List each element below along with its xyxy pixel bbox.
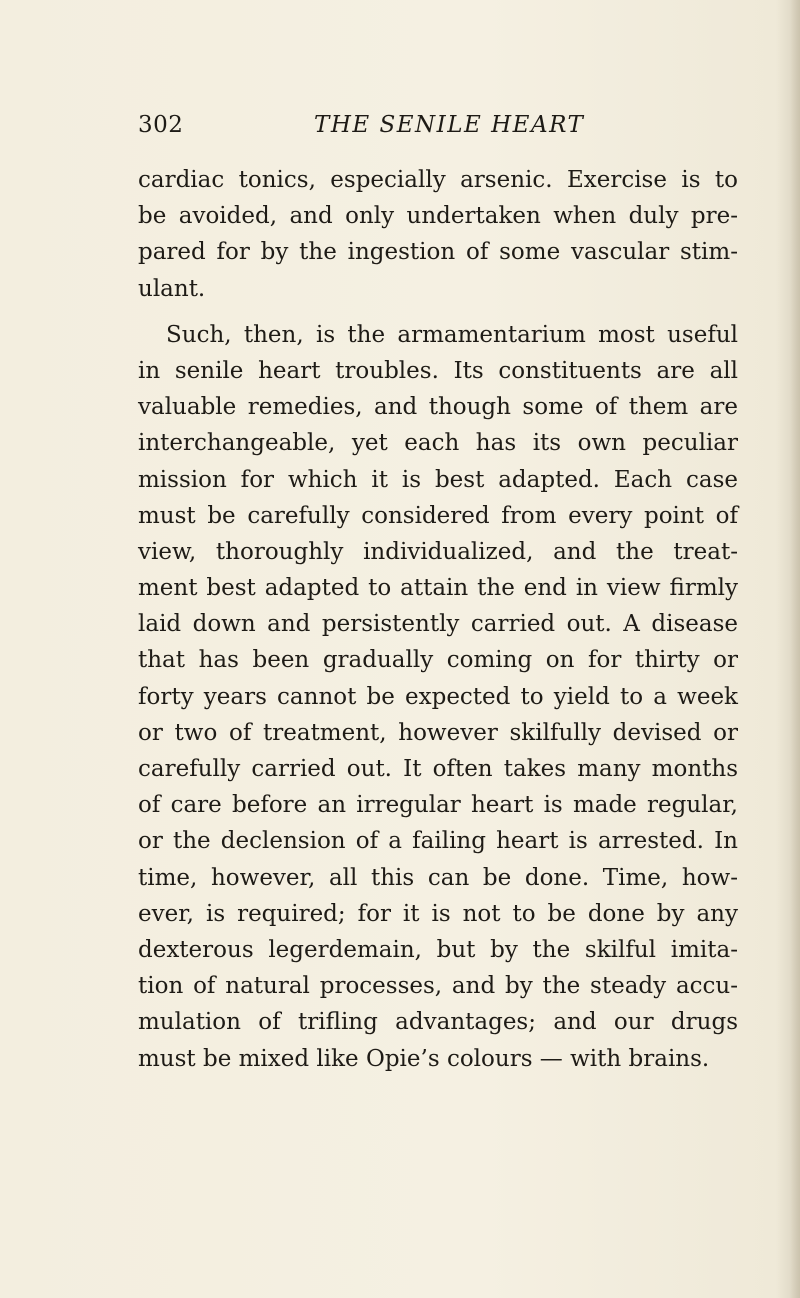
text-line: pared for by the ingestion of some vascular stim- xyxy=(138,239,738,266)
text-line: view, thoroughly individualized, and the treat- xyxy=(138,538,738,565)
text-line: dexterous legerdemain, but by the skilful imita- xyxy=(138,936,738,963)
text-line: Such, then, is the armamentarium most useful xyxy=(166,321,738,348)
text-line: cardiac tonics, especially arsenic. Exercise is to xyxy=(138,167,738,193)
paragraph-2 xyxy=(138,317,738,1077)
text-line: forty years cannot be expected to yield to a week xyxy=(138,683,738,710)
body-text xyxy=(138,162,738,1077)
text-line: mulation of trifling advantages; and our drugs xyxy=(138,1009,738,1036)
text-line: interchangeable, yet each has its own peculiar xyxy=(138,430,738,457)
text-line: laid down and persistently carried out. A disease xyxy=(138,611,738,638)
text-line: that has been gradually coming on for thirty or xyxy=(138,647,738,674)
text-line: or two of treatment, however skilfully devised or xyxy=(138,719,738,746)
text-line: mission for which it is best adapted. Each case xyxy=(138,466,738,493)
page-edge-shadow xyxy=(790,0,800,1298)
text-line: must be mixed like Opie’s colours — with brains. xyxy=(138,1045,710,1072)
text-line: ever, is required; for it is not to be done by any xyxy=(138,900,738,927)
text-line: carefully carried out. It often takes many months xyxy=(138,756,738,782)
text-line: tion of natural processes, and by the steady accu- xyxy=(138,973,738,1000)
text-line: in senile heart troubles. Its constituents are all xyxy=(138,357,738,384)
paragraph-1 xyxy=(138,162,738,307)
text-line: valuable remedies, and though some of them are xyxy=(138,394,738,421)
running-title: THE SENILE HEART xyxy=(314,112,585,138)
text-line: ment best adapted to attain the end in view firmly xyxy=(138,575,738,602)
text-line: be avoided, and only undertaken when duly pre- xyxy=(138,203,738,230)
paragraph-gap xyxy=(138,307,738,317)
running-head xyxy=(138,112,738,148)
text-line: ulant. xyxy=(138,275,206,302)
text-line: time, however, all this can be done. Time, how- xyxy=(138,864,738,891)
text-line: or the declension of a failing heart is arrested. In xyxy=(138,828,738,855)
page-number: 302 xyxy=(138,112,184,138)
text-line: of care before an irregular heart is made regular, xyxy=(138,792,738,819)
text-line: must be carefully considered from every point of xyxy=(138,502,738,529)
